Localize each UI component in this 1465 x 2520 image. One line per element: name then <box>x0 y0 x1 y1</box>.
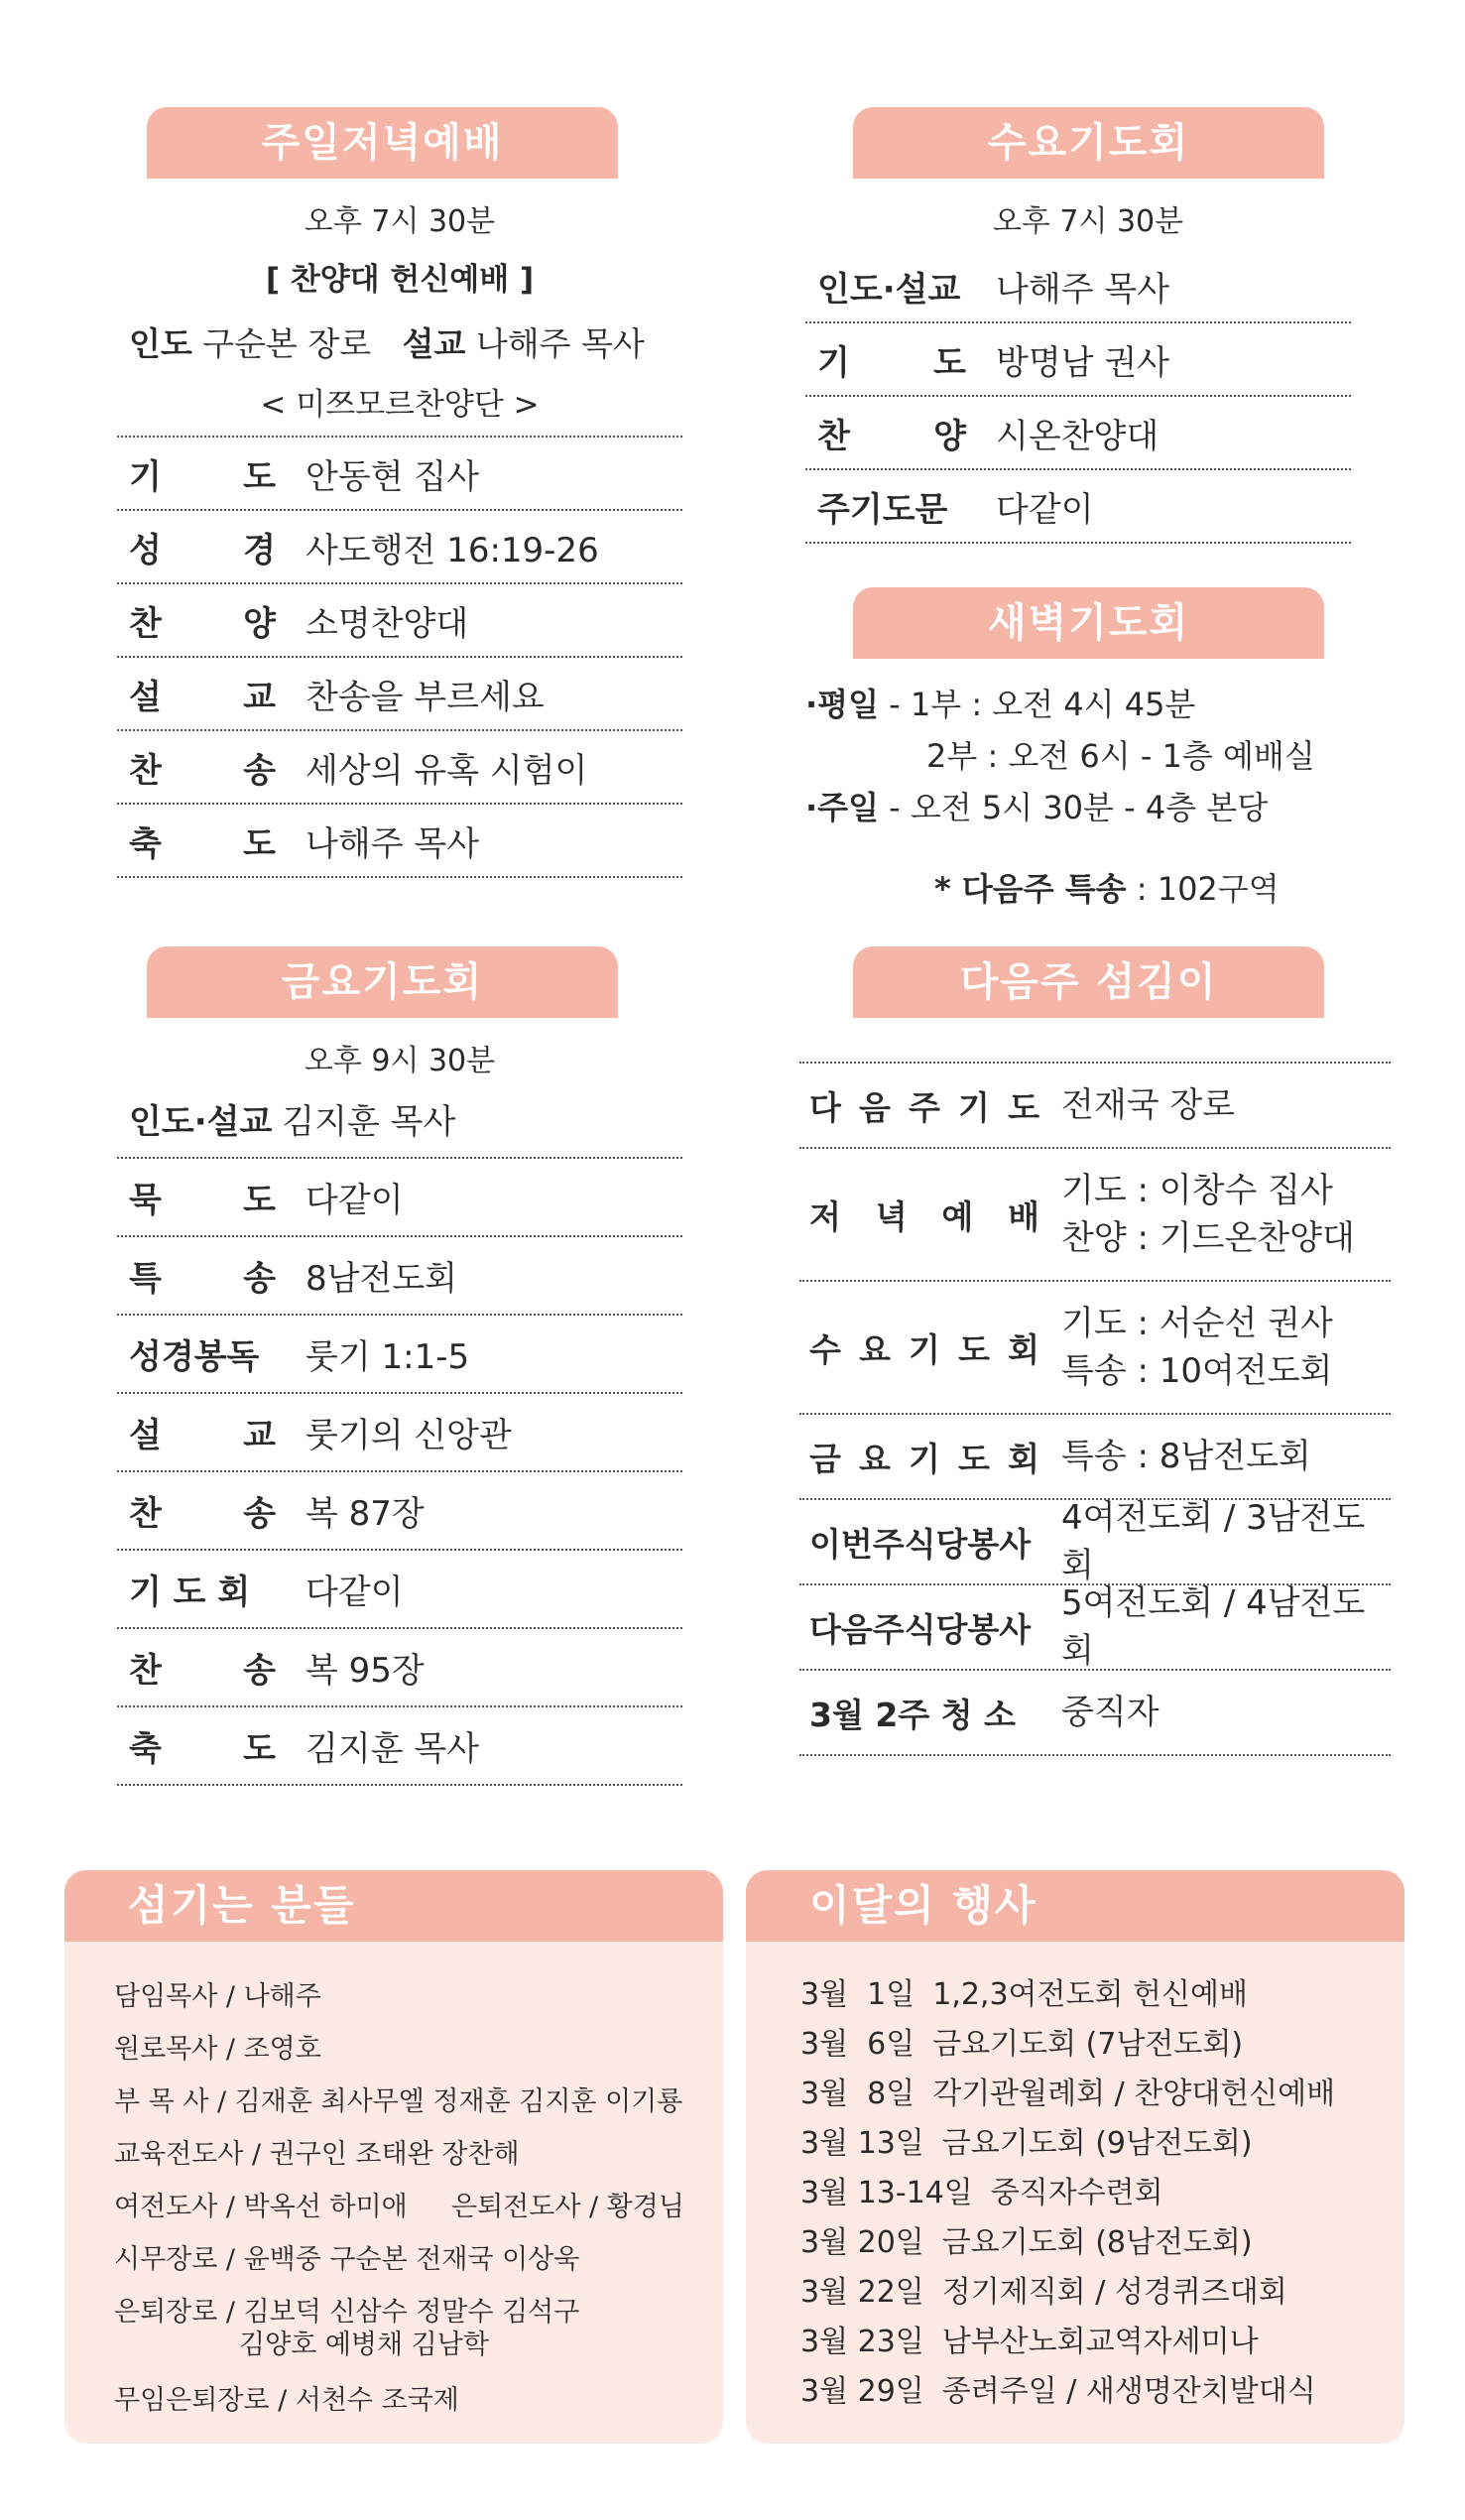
event-item <box>800 2317 1259 2360</box>
row-value: 방명남 권사 <box>996 342 1170 383</box>
servant-item: 은퇴장로 / 김보덕 신삼수 정말수 김석구 <box>114 2297 580 2328</box>
row-value: 김지훈 목사 <box>305 1729 480 1769</box>
event-text: 종려주일 / 새생명잔치발대식 <box>941 2374 1316 2409</box>
row-value: 시온찬양대 <box>996 416 1160 456</box>
service-time: 오후 7시 30분 <box>304 204 496 239</box>
leader-line <box>117 318 682 365</box>
special-value: : 102구역 <box>1126 870 1280 908</box>
row-value: 나해주 목사 <box>996 269 1170 310</box>
row-value: 사도행전 16:19-26 <box>305 530 599 570</box>
label-char: 요 <box>859 1439 891 1478</box>
row-value <box>1061 1300 1333 1395</box>
event-text: 금요기도회 (9남전도회) <box>941 2126 1253 2161</box>
label-char: 찬 <box>129 1494 162 1534</box>
row-label <box>117 1251 276 1300</box>
label-char: 찬 <box>129 1651 162 1691</box>
row-label <box>117 1408 276 1456</box>
servant-item: 담임목사 / 나해주 <box>114 1981 321 2012</box>
row-label <box>117 743 276 792</box>
row-label: 3월 2주 청 소 <box>809 1695 1016 1734</box>
row-label: 다음주식당봉사 <box>809 1609 1032 1649</box>
event-date: 3월 29일 <box>800 2374 924 2409</box>
label-char: 교 <box>243 677 276 717</box>
event-text: 남부산노회교역자세미나 <box>941 2325 1259 2359</box>
label-char: 회 <box>1008 1329 1039 1369</box>
row-value: 8남전도회 <box>305 1259 458 1299</box>
program-row <box>117 511 682 584</box>
row-label: 주기도문 <box>817 489 948 530</box>
label-char: 성 <box>129 530 162 570</box>
label-char: 금 <box>809 1439 841 1478</box>
section-header: 섬기는 분들 <box>64 1870 723 1942</box>
row-value <box>1061 1081 1235 1129</box>
row-value <box>1061 1689 1160 1736</box>
section-header: 다음주 섬김이 <box>853 946 1324 1018</box>
program-row <box>117 1237 682 1316</box>
label-char: 특 <box>129 1259 162 1299</box>
event-item <box>800 2267 1287 2311</box>
sunday-time: - 오전 5시 30분 - 4층 본당 <box>878 789 1269 826</box>
program-row <box>117 1159 682 1237</box>
label-char: 송 <box>243 1259 276 1299</box>
label-char: 도 <box>958 1329 990 1369</box>
label-char: 찬 <box>129 750 162 791</box>
value-line: 기도 : 서순선 권사 <box>1061 1304 1333 1343</box>
program-row <box>805 250 1351 323</box>
weekday-second: 2부 : 오전 6시 - 1층 예배실 <box>926 737 1315 775</box>
row-label <box>117 523 276 571</box>
lead-value: 김지훈 목사 <box>282 1101 456 1142</box>
label-char: 도 <box>243 456 276 497</box>
program-row <box>117 584 682 658</box>
row-label: 성경봉독 <box>129 1337 260 1377</box>
event-date: 3월 22일 <box>800 2275 924 2310</box>
row-value: 찬송을 부르세요 <box>305 677 545 717</box>
section-header: 금요기도회 <box>147 946 618 1018</box>
weekday-label: ·평일 <box>805 686 879 723</box>
row-label <box>117 449 276 498</box>
label-char: 경 <box>243 530 276 570</box>
row-label <box>799 1192 1039 1238</box>
dawn-section <box>805 587 1351 915</box>
program-row <box>117 1707 682 1786</box>
event-item <box>800 2118 1253 2162</box>
program-row <box>805 470 1351 544</box>
wednesday-section <box>805 107 1351 544</box>
lead-row <box>117 1079 682 1159</box>
next-week-row <box>799 1064 1391 1149</box>
program-row <box>117 1472 682 1551</box>
row-value: 룻기의 신앙관 <box>305 1416 512 1455</box>
program-row <box>117 438 682 511</box>
label-char: 다 <box>809 1087 841 1127</box>
program-row <box>117 1316 682 1394</box>
row-label <box>799 1434 1039 1480</box>
program-row <box>117 1394 682 1472</box>
label-char: 도 <box>1008 1087 1039 1127</box>
label-char: 묵 <box>129 1181 162 1220</box>
sunday-evening-section <box>117 107 682 878</box>
value-line: 특송 : 8남전도회 <box>1061 1437 1311 1476</box>
label-char: 기 <box>817 342 850 383</box>
value-line: 기도 : 이창수 집사 <box>1061 1171 1333 1210</box>
row-value: 복 87장 <box>305 1494 425 1534</box>
label-char: 교 <box>243 1416 276 1455</box>
program-row <box>805 323 1351 397</box>
row-value: 룻기 1:1-5 <box>305 1337 470 1377</box>
label-char: 설 <box>129 1416 162 1455</box>
event-item <box>800 2069 1335 2112</box>
label-char: 찬 <box>817 416 850 456</box>
row-label <box>117 1486 276 1535</box>
special-line <box>805 863 1351 915</box>
section-header: 이달의 행사 <box>746 1870 1404 1942</box>
next-week-row <box>799 1149 1391 1282</box>
row-value <box>1061 1433 1311 1480</box>
label-char: 도 <box>243 823 276 864</box>
row-value: 다같이 <box>305 1181 404 1220</box>
label-char: 찬 <box>129 603 162 644</box>
label-char: 회 <box>1008 1439 1039 1478</box>
value-line: 전재국 장로 <box>1061 1085 1236 1125</box>
label-char: 수 <box>809 1329 841 1369</box>
program-row <box>117 1629 682 1707</box>
row-value: 다같이 <box>996 489 1094 530</box>
row-label <box>117 596 276 645</box>
event-date: 3월 6일 <box>800 2027 916 2062</box>
value-line: 5여전도회 / 4남전도회 <box>1061 1583 1366 1671</box>
servant-item: 은퇴전도사 / 황경님 <box>451 2192 684 2222</box>
event-item <box>800 2019 1243 2063</box>
row-label: 이번주식당봉사 <box>809 1524 1032 1564</box>
weekday-first: - 1부 : 오전 4시 45분 <box>878 686 1196 723</box>
row-label <box>117 1643 276 1692</box>
label-char: 기 <box>958 1087 990 1127</box>
servant-item: 무임은퇴장로 / 서천수 조국제 <box>114 2385 459 2416</box>
row-label <box>117 670 276 718</box>
row-label: 인도·설교 <box>817 269 961 310</box>
label-char: 송 <box>243 750 276 791</box>
event-item <box>800 2217 1253 2261</box>
label-char: 송 <box>243 1494 276 1534</box>
event-item <box>800 1969 1248 2013</box>
sunday-label: ·주일 <box>805 789 879 826</box>
next-week-row <box>799 1282 1391 1415</box>
row-value: 소명찬양대 <box>305 603 469 644</box>
label-char: 양 <box>243 603 276 644</box>
label-char: 예 <box>941 1197 974 1236</box>
event-text: 1,2,3여전도회 헌신예배 <box>932 1977 1248 2012</box>
lead-label: 인도·설교 <box>129 1101 273 1142</box>
program-row <box>117 731 682 805</box>
service-subtitle: [ 찬양대 헌신예배 ] <box>265 262 535 298</box>
label-char: 주 <box>909 1087 940 1127</box>
preacher-label: 설교 <box>402 324 466 363</box>
row-label <box>117 817 276 865</box>
event-text: 중직자수련회 <box>990 2176 1163 2210</box>
label-char: 설 <box>129 677 162 717</box>
row-label <box>117 1721 276 1770</box>
label-char: 도 <box>243 1729 276 1769</box>
label-char: 도 <box>958 1439 990 1478</box>
row-value: 복 95장 <box>305 1651 425 1691</box>
label-char: 음 <box>859 1087 891 1127</box>
events-box <box>746 1870 1404 2444</box>
special-label: * 다음주 특송 <box>934 870 1127 908</box>
next-week-section <box>799 946 1391 1756</box>
label-char: 녁 <box>875 1197 908 1236</box>
servant-item: 원로목사 / 조영호 <box>114 2034 321 2065</box>
choir-name: < 미쯔모르찬양단 > <box>117 379 682 438</box>
label-char: 배 <box>1008 1197 1039 1236</box>
row-value <box>1061 1494 1391 1589</box>
event-date: 3월 20일 <box>800 2225 924 2260</box>
label-char: 송 <box>243 1651 276 1691</box>
section-header: 수요기도회 <box>853 107 1324 179</box>
next-week-row <box>799 1585 1391 1671</box>
leader-label: 인도 <box>129 324 192 363</box>
program-row <box>117 658 682 731</box>
row-label <box>117 1173 276 1221</box>
service-time: 오후 9시 30분 <box>304 1044 496 1078</box>
event-text: 각기관월례회 / 찬양대헌신예배 <box>932 2077 1336 2111</box>
event-text: 정기제직회 / 성경퀴즈대회 <box>941 2275 1287 2310</box>
label-char: 축 <box>129 823 162 864</box>
event-item <box>800 2366 1316 2410</box>
service-time: 오후 7시 30분 <box>992 204 1184 239</box>
row-value <box>1061 1167 1355 1262</box>
event-text: 금요기도회 (7남전도회) <box>932 2027 1244 2062</box>
label-char: 축 <box>129 1729 162 1769</box>
event-item <box>800 2168 1163 2211</box>
row-value <box>1061 1579 1391 1675</box>
value-line: 특송 : 10여전도회 <box>1061 1351 1333 1391</box>
program-row <box>117 805 682 878</box>
section-header: 새벽기도회 <box>853 587 1324 659</box>
servant-item: 시무장로 / 윤백중 구순본 전재국 이상욱 <box>114 2244 580 2275</box>
servants-box <box>64 1870 723 2444</box>
section-header: 주일저녁예배 <box>147 107 618 179</box>
next-week-row <box>799 1415 1391 1500</box>
next-week-row <box>799 1671 1391 1756</box>
row-value: 세상의 유혹 시험이 <box>305 750 588 791</box>
value-line: 4여전도회 / 3남전도회 <box>1061 1498 1366 1585</box>
row-label <box>805 335 966 384</box>
row-label <box>799 1324 1039 1371</box>
value-line: 중직자 <box>1061 1693 1160 1732</box>
preacher-name: 나해주 목사 <box>475 324 645 363</box>
dawn-schedule <box>805 679 1351 915</box>
row-label <box>805 409 966 457</box>
event-date: 3월 1일 <box>800 1977 916 2012</box>
label-char: 도 <box>243 1181 276 1220</box>
row-value: 다같이 <box>305 1573 404 1612</box>
row-label <box>799 1082 1039 1129</box>
label-char: 기 <box>909 1329 940 1369</box>
row-label: 기 도 회 <box>129 1573 251 1612</box>
event-date: 3월 23일 <box>800 2325 924 2359</box>
event-date: 3월 8일 <box>800 2077 916 2111</box>
label-char: 양 <box>933 416 966 456</box>
servant-item: 여전도사 / 박옥선 하미애 <box>114 2192 408 2222</box>
event-date: 3월 13일 <box>800 2126 924 2161</box>
weekday-line <box>805 679 1351 730</box>
label-char: 요 <box>859 1329 891 1369</box>
label-char: 기 <box>909 1439 940 1478</box>
label-char: 저 <box>809 1197 841 1236</box>
sunday-line <box>805 782 1351 833</box>
servant-item: 김양호 예병채 김남학 <box>239 2330 489 2360</box>
event-text: 금요기도회 (8남전도회) <box>941 2225 1253 2260</box>
event-date: 3월 13-14일 <box>800 2176 973 2210</box>
servant-item: 교육전도사 / 권구인 조태완 장찬해 <box>114 2139 520 2170</box>
leader-name: 구순본 장로 <box>202 324 372 363</box>
label-char: 기 <box>129 456 162 497</box>
row-value: 나해주 목사 <box>305 823 480 864</box>
program-row <box>117 1551 682 1629</box>
friday-section <box>117 946 682 1786</box>
value-line: 찬양 : 기드온찬양대 <box>1061 1218 1355 1258</box>
program-row <box>805 397 1351 470</box>
label-char: 도 <box>933 342 966 383</box>
servant-item: 부 목 사 / 김재훈 최사무엘 정재훈 김지훈 이기룡 <box>114 2086 683 2117</box>
next-week-row <box>799 1500 1391 1585</box>
row-value: 안동현 집사 <box>305 456 480 497</box>
